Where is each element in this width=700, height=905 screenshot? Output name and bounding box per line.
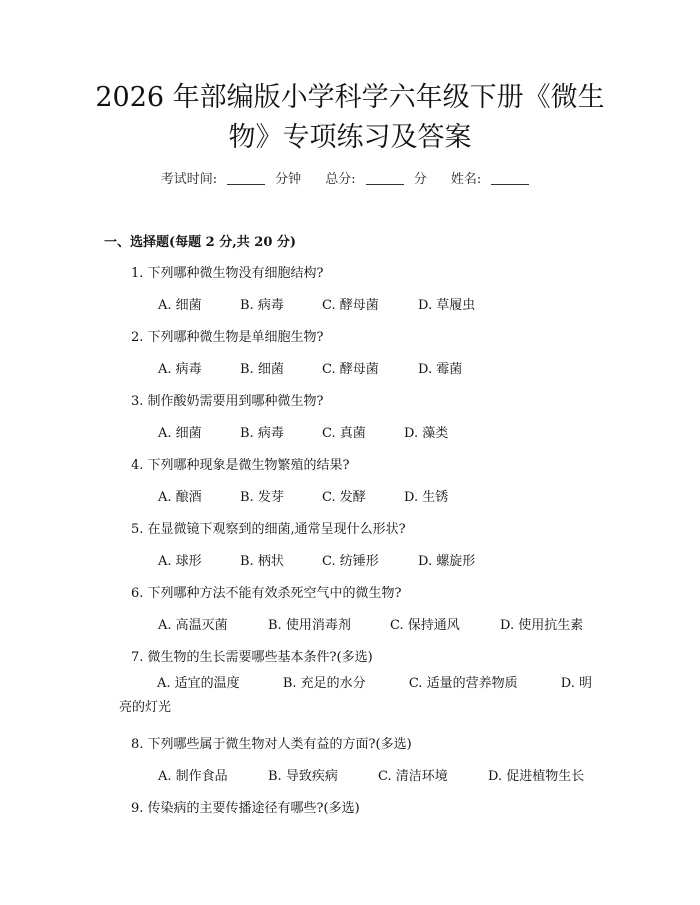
option: B. 病毒 xyxy=(240,298,284,313)
option: D. 藻类 xyxy=(404,426,449,441)
question-stem: 9. 传染病的主要传播途径有哪些?(多选) xyxy=(131,801,360,816)
option: C. 酵母菌 xyxy=(322,362,379,377)
option: D. 草履虫 xyxy=(418,298,476,313)
option: A. 高温灭菌 xyxy=(158,618,228,633)
title-line-1: 2026 年部编版小学科学六年级下册《微生 xyxy=(95,82,605,113)
option: D. 明 xyxy=(560,676,592,691)
question-stem: 4. 下列哪种现象是微生物繁殖的结果? xyxy=(131,458,350,473)
exam-score: 总分: 分 xyxy=(325,172,427,187)
option: C. 保持通风 xyxy=(390,618,460,633)
exam-info xyxy=(0,168,700,187)
question-stem: 7. 微生物的生长需要哪些基本条件?(多选) xyxy=(131,650,373,665)
question-stem: 3. 制作酸奶需要用到哪种微生物? xyxy=(131,394,324,409)
exam-time: 考试时间: 分钟 xyxy=(160,172,302,187)
time-blank[interactable] xyxy=(227,172,265,185)
option: D. 螺旋形 xyxy=(418,554,476,569)
option: C. 真菌 xyxy=(322,426,366,441)
option: D. 霉菌 xyxy=(418,362,463,377)
option: A. 病毒 xyxy=(158,362,202,377)
option: A. 制作食品 xyxy=(158,769,228,784)
question-stem: 1. 下列哪种微生物没有细胞结构? xyxy=(131,266,324,281)
exam-name: 姓名: xyxy=(451,172,539,187)
option-continuation: 亮的灯光 xyxy=(119,700,172,715)
option: A. 酿酒 xyxy=(158,490,202,505)
section-heading: 一、选择题(每题 2 分,共 20 分) xyxy=(104,235,297,250)
option: C. 清洁环境 xyxy=(378,769,448,784)
option: C. 适量的营养物质 xyxy=(408,676,518,691)
question-stem: 8. 下列哪些属于微生物对人类有益的方面?(多选) xyxy=(131,737,412,752)
option: A. 适宜的温度 xyxy=(157,676,240,691)
option: B. 使用消毒剂 xyxy=(268,618,351,633)
question-stem: 5. 在显微镜下观察到的细菌,通常呈现什么形状? xyxy=(131,522,406,537)
option: B. 充足的水分 xyxy=(282,676,366,691)
option: D. 生锈 xyxy=(404,490,449,505)
option: B. 发芽 xyxy=(240,490,284,505)
option: C. 纺锤形 xyxy=(322,554,379,569)
option: A. 细菌 xyxy=(158,426,202,441)
title-line-2: 物》专项练习及答案 xyxy=(228,122,472,153)
option: D. 使用抗生素 xyxy=(500,618,584,633)
question-options xyxy=(119,672,592,720)
question-stem: 6. 下列哪种方法不能有效杀死空气中的微生物? xyxy=(131,586,402,601)
option: D. 促进植物生长 xyxy=(488,769,585,784)
question-stem: 2. 下列哪种微生物是单细胞生物? xyxy=(131,330,324,345)
option: B. 病毒 xyxy=(240,426,284,441)
name-blank[interactable] xyxy=(491,172,529,185)
option: B. 细菌 xyxy=(240,362,284,377)
option: A. 球形 xyxy=(158,554,202,569)
option: B. 导致疾病 xyxy=(268,769,338,784)
score-blank[interactable] xyxy=(366,172,404,185)
option: B. 柄状 xyxy=(240,554,284,569)
document-title xyxy=(90,78,610,158)
option: C. 酵母菌 xyxy=(322,298,379,313)
option: C. 发酵 xyxy=(322,490,366,505)
option: A. 细菌 xyxy=(158,298,202,313)
